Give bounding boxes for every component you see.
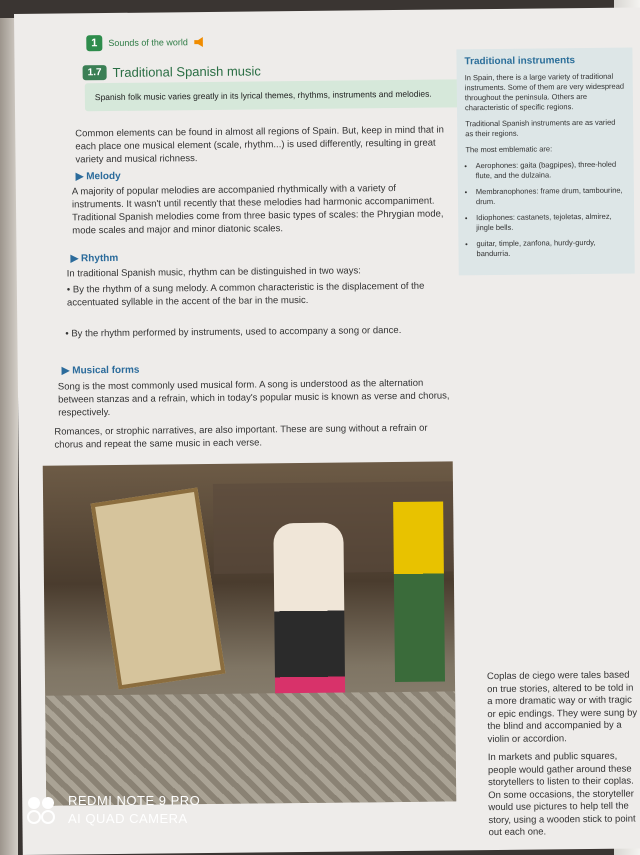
rhythm-item-1: By the rhythm of a sung melody. A common characteristic is the displacement of the accentuated syllable in the accent of the bar in the music. — [66, 280, 425, 309]
unit-number: 1 — [86, 35, 102, 51]
melody-heading-text: Melody — [86, 170, 121, 183]
watermark-line-2: AI QUAD CAMERA — [68, 811, 188, 826]
song-paragraph: Song is the most commonly used musical form. A song is understood as the alternation between stanzas and a refrain, which in today's popular music is known as verse and chorus, respectively. — [57, 377, 450, 419]
section-number: 1.7 — [83, 65, 107, 80]
rhythm-item: • By the rhythm of a sung melody. A common characteristic is the displacement of the accentuated syllable in the accent of the bar in the music. — [66, 280, 425, 309]
intro-box: Spanish folk music varies greatly in its lyrical themes, rhythms, instruments and melodies. — [85, 79, 460, 111]
caption-paragraph-2: In markets and public squares, people would gather around these storytellers to listen to their coplas. On some occasions, the storyteller would use pictures to help tell the story, using a wooden stick to point out each one. — [487, 750, 636, 839]
rhythm-item: • By the rhythm performed by instruments, used to accompany a song or dance. — [65, 324, 402, 340]
street-performer-photo — [43, 461, 457, 805]
instrument-item: • guitar, timple, zanfona, hurdy-gurdy, bandurria. — [476, 238, 626, 260]
instrument-list — [466, 160, 627, 260]
romances-paragraph: Romances, or strophic narratives, are also important. These are sung without a refrain or chorus and repeat the same music in each verse. — [54, 422, 428, 451]
camera-logo-icon — [26, 794, 58, 826]
rhythm-heading: ▶ Rhythm — [70, 252, 119, 265]
spectator-figure — [393, 502, 445, 683]
instrument-item: • Aerophones: gaita (bagpipes), three-holed flute, and the dulzaina. — [476, 160, 626, 182]
speaker-icon — [194, 37, 206, 47]
sidebar-title: Traditional instruments — [464, 55, 576, 68]
rhythm-heading-text: Rhythm — [80, 252, 119, 265]
sidebar-paragraph: The most emblematic are: — [465, 144, 553, 155]
caption-paragraph-1: Coplas de ciego were tales based on true stories, altered to be told in a more dramatic way or with tragic or epic endings. They were sung by the blind and accompanied by a violin or accordion. — [486, 669, 638, 745]
rhythm-item-2: By the rhythm performed by instruments, used to accompany a song or dance. — [71, 324, 402, 340]
instrument-item: • Idiophones: castanets, tejoletas, almirez, jingle bells. — [476, 212, 626, 234]
melody-heading: ▶ Melody — [75, 170, 121, 183]
picture-board — [91, 488, 226, 690]
traditional-instruments-box — [456, 48, 634, 276]
photo-caption — [487, 670, 639, 840]
rhythm-intro: In traditional Spanish music, rhythm can be distinguished in two ways: — [66, 265, 361, 280]
sidebar-paragraph: In Spain, there is a large variety of traditional instruments. Some of them are very widespread throughout the peninsula. Others are characteristic of specific regions. — [464, 71, 625, 113]
musical-forms-heading: ▶ Musical forms — [61, 364, 140, 377]
section-heading — [83, 63, 261, 80]
paved-street — [45, 691, 456, 805]
melody-paragraph: A majority of popular melodies are accompanied rhythmically with a variety of instruments. It wasn't until recently that these melodies had harmonic accompaniment. Traditional Spanish melodies come from three basic types of scales: the Phrygian mode, mode scales and major and minor diatonic scales. — [71, 183, 444, 237]
unit-header — [86, 34, 206, 51]
musical-forms-heading-text: Musical forms — [72, 364, 140, 377]
watermark-line-1: REDMI NOTE 9 PRO — [68, 793, 201, 808]
instrument-item: • Membranophones: frame drum, tambourine, drum. — [476, 186, 626, 208]
unit-title: Sounds of the world — [108, 37, 188, 49]
camera-watermark — [28, 792, 200, 828]
section-title: Traditional Spanish music — [112, 63, 261, 80]
sidebar-paragraph: Traditional Spanish instruments are as varied as their regions. — [465, 117, 616, 139]
common-elements-paragraph: Common elements can be found in almost all regions of Spain. But, keep in mind that in each place one musical element (scale, rhythm...) is used differently, resulting in great variety and musical richness. — [75, 124, 444, 166]
textbook-page — [14, 7, 640, 855]
